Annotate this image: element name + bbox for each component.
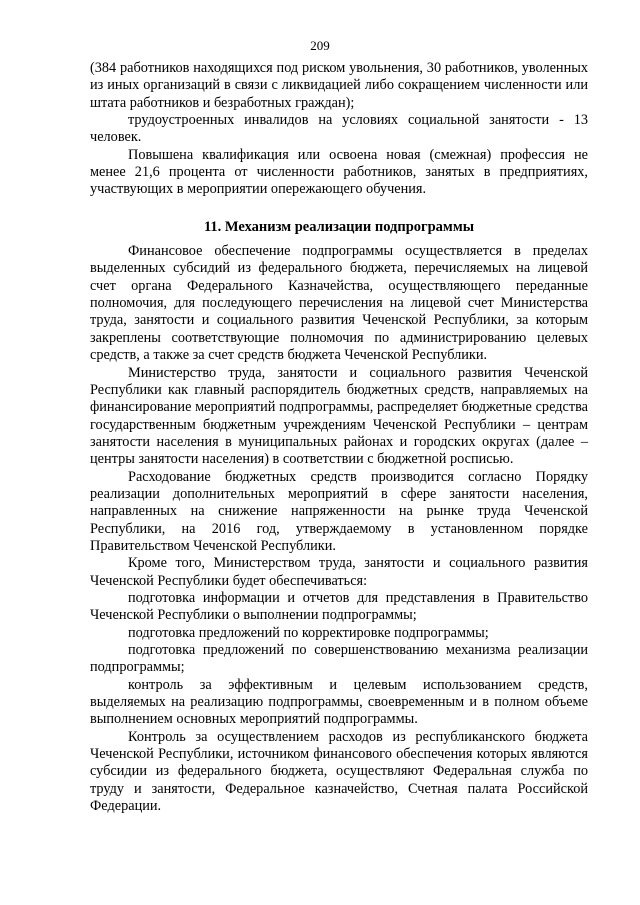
list-item: подготовка информации и отчетов для представления в Правительство Чеченской Республики о выполнении подпрограммы; xyxy=(90,589,588,624)
paragraph: Министерство труда, занятости и социального развития Чеченской Республики как главный распорядитель бюджетных средств, направляемых на финансирование мероприятий подпрограммы, распределяет бюджетные средства государственным бюджетным учреждениям Чеченской Республики – центрам занятости населения в муниципальных районах и городских округах (далее – центры занятости населения) в соответствии с бюджетной росписью. xyxy=(90,364,588,468)
list-item: подготовка предложений по корректировке подпрограммы; xyxy=(128,624,489,641)
paragraph: Финансовое обеспечение подпрограммы осуществляется в пределах выделенных субсидий из федерального бюджета, перечисляемых на лицевой счет органа Федерального Казначейства, осуществляющего переданные полномочия, для последующего перечисления на лицевой счет Министерства труда, занятости и социального развития Чеченской Республики, за которым закреплены соответствующие полномочия по администрированию целевых средств, а также за счет средств бюджета Чеченской Республики. xyxy=(90,243,588,364)
paragraph: Контроль за осуществлением расходов из республиканского бюджета Чеченской Республики, источником финансового обеспечения которых являются субсидии из федерального бюджета, осуществляют Федеральная служба по труду и занятости, Федеральное казначейство, Счетная палата Российской Федерации. xyxy=(90,728,588,815)
paragraph: Повышена квалификация или освоена новая (смежная) профессия не менее 21,6 процента от численности работников, занятых в предприятиях, участвующих в мероприятии опережающего обучения. xyxy=(90,146,588,198)
section-heading: 11. Механизм реализации подпрограммы xyxy=(203,218,475,235)
paragraph: Расходование бюджетных средств производится согласно Порядку реализации дополнительных мероприятий в сфере занятости населения, направленных на снижение напряженности на рынке труда Чеченской Республики, на 2016 год, утверждаемому в установленном порядке Правительством Чеченской Республики. xyxy=(90,468,588,554)
list-item: подготовка предложений по совершенствованию механизма реализации подпрограммы; xyxy=(90,642,588,676)
page-number: 209 xyxy=(310,38,330,53)
document-body xyxy=(90,60,588,815)
paragraph: трудоустроенных инвалидов на условиях социальной занятости - 13 человек. xyxy=(90,112,588,146)
paragraph: (384 работников находящихся под риском увольнения, 30 работников, уволенных из иных организаций в связи с ликвидацией либо сокращением численности или штата работников и безработных граждан); xyxy=(90,60,588,111)
list-item: контроль за эффективным и целевым использованием средств, выделяемых на реализацию подпрограммы, своевременным и в полном объеме выполнением основных мероприятий подпрограммы. xyxy=(90,676,588,728)
paragraph: Кроме того, Министерством труда, занятости и социального развития Чеченской Республики будет обеспечиваться: xyxy=(90,555,588,589)
